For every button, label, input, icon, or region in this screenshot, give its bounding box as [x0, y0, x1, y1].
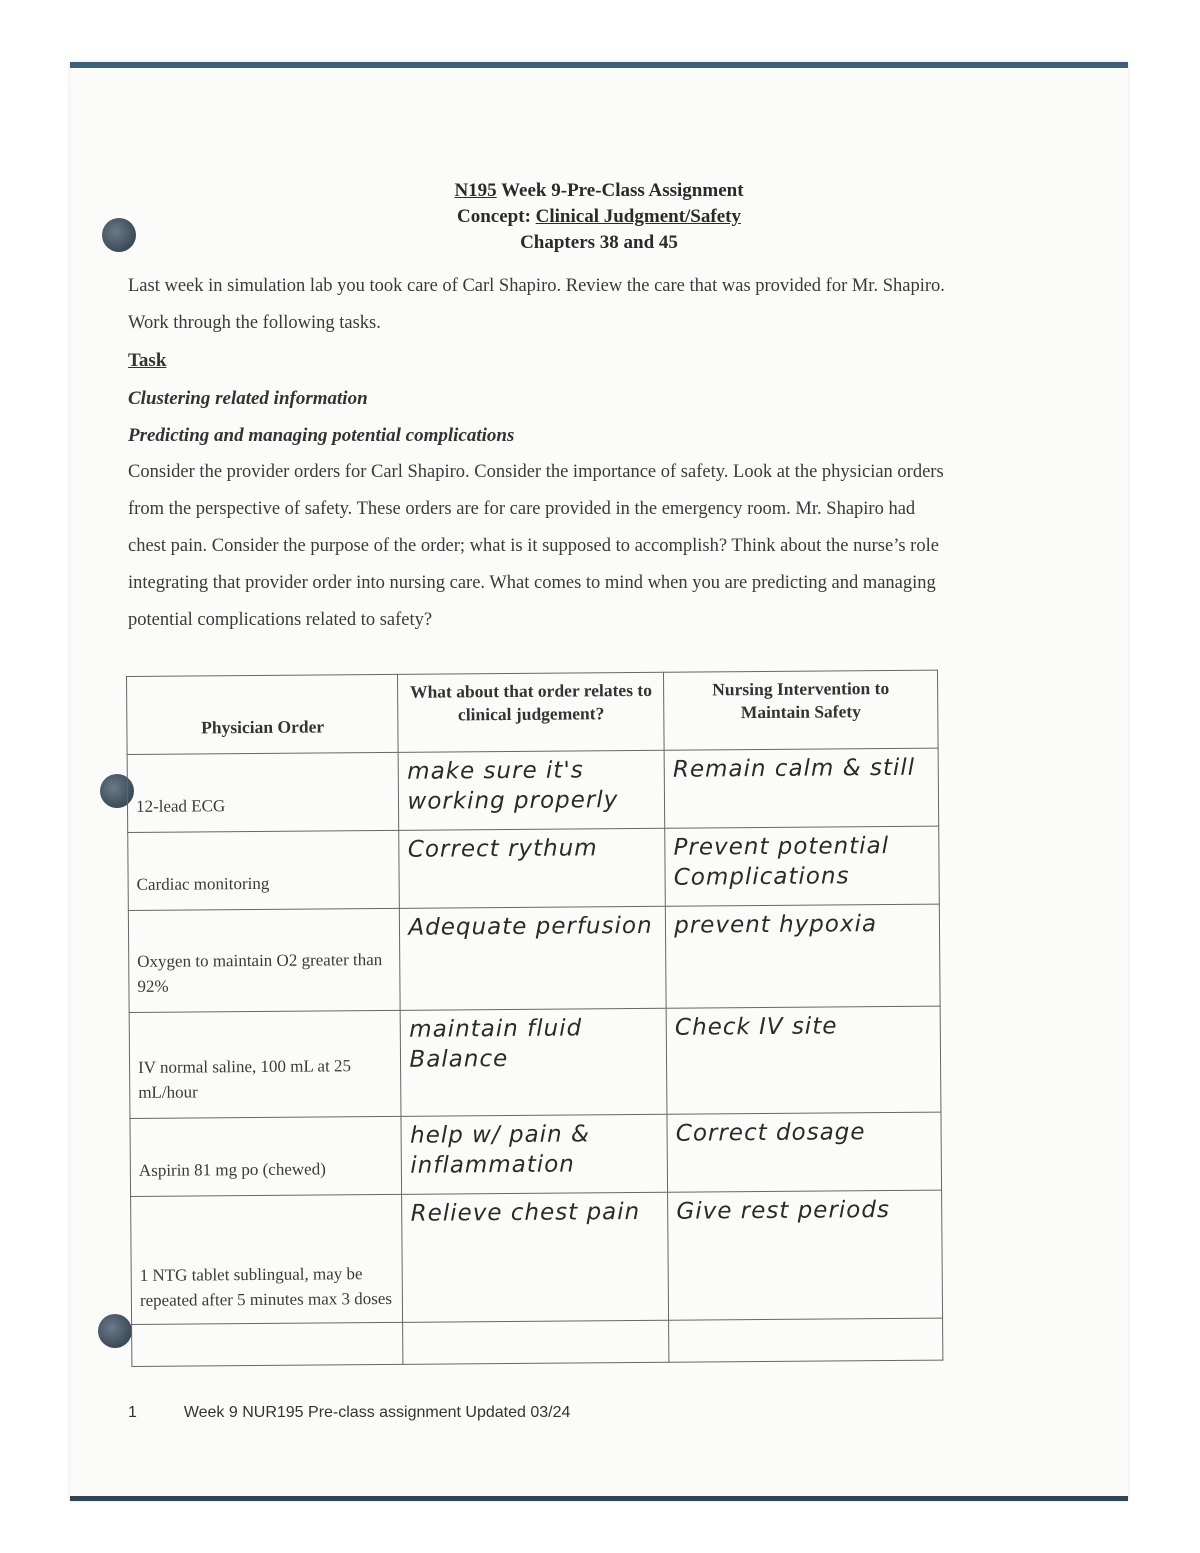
- order-cell: Cardiac monitoring: [136, 873, 270, 894]
- column-header-nursing-intervention: Nursing Intervention to Maintain Safety: [664, 670, 938, 750]
- table-row: [128, 904, 940, 1012]
- table-row: [129, 1006, 941, 1118]
- intervention-cell: Prevent potential Complications: [673, 833, 890, 891]
- order-cell: 12-lead ECG: [135, 796, 226, 816]
- judgement-cell: Relieve chest pain: [410, 1198, 641, 1227]
- judgement-cell: [404, 1321, 669, 1331]
- column-header-physician-order: Physician Order: [127, 674, 399, 754]
- punch-hole-bottom: [98, 1314, 132, 1348]
- order-cell: [132, 1323, 402, 1325]
- intervention-cell: prevent hypoxia: [674, 911, 878, 939]
- table-header-row: [127, 670, 939, 754]
- header-line-1: N195 Week 9-Pre-Class Assignment: [454, 180, 744, 201]
- document-page: [70, 62, 1128, 1501]
- header-line-3: Chapters 38 and 45: [520, 232, 678, 253]
- judgement-cell: help w/ pain & inflammation: [409, 1121, 590, 1179]
- judgement-cell: make sure it's working properly: [407, 757, 619, 815]
- table-row: [127, 748, 939, 832]
- order-cell: IV normal saline, 100 mL at 25 mL/hour: [137, 1056, 352, 1102]
- task-heading: Task: [128, 350, 167, 371]
- judgement-cell: Correct rythum: [407, 835, 598, 863]
- table-row: [131, 1190, 943, 1324]
- header-line-2: Concept: Clinical Judgment/Safety: [457, 206, 741, 227]
- table-row: [130, 1112, 942, 1196]
- physician-orders-table: [126, 670, 943, 1367]
- subheading-clustering: Clustering related information: [128, 388, 368, 409]
- page-number: 1: [128, 1404, 137, 1421]
- footer-text: Week 9 NUR195 Pre-class assignment Updated 03/24: [183, 1404, 571, 1421]
- order-cell: Oxygen to maintain O2 greater than 92%: [137, 949, 383, 996]
- intervention-cell: [669, 1319, 942, 1329]
- intervention-cell: Correct dosage: [675, 1119, 866, 1147]
- intervention-cell: Give rest periods: [676, 1197, 891, 1225]
- page-footer: [128, 1404, 574, 1422]
- judgement-cell: Adequate perfusion: [408, 912, 653, 941]
- order-cell: Aspirin 81 mg po (chewed): [138, 1159, 326, 1180]
- column-header-clinical-judgement: What about that order relates to clinical judgement?: [398, 672, 664, 752]
- document-header: [70, 178, 1128, 256]
- subheading-predicting: Predicting and managing potential complications: [128, 425, 515, 446]
- intervention-cell: Remain calm & still: [672, 754, 916, 783]
- table-row: [132, 1318, 943, 1366]
- order-cell: 1 NTG tablet sublingual, may be repeated after 5 minutes max 3 doses: [139, 1264, 393, 1310]
- intro-text: Last week in simulation lab you took care of Carl Shapiro. Review the care that was provided for Mr. Shapiro. Work through the following tasks.: [128, 276, 945, 333]
- table-row: [128, 826, 940, 910]
- intervention-cell: Check IV site: [674, 1013, 838, 1041]
- judgement-cell: maintain fluid Balance: [409, 1015, 583, 1073]
- instructions-paragraph: Consider the provider orders for Carl Shapiro. Consider the importance of safety. Look at the physician orders from the perspective of safety. These orders are for care provided in the emergency room. Mr. Shapiro had chest pain. Consider the purpose of the order; what is it supposed to accomplish? Think about the nurse’s role integrating that provider order into nursing care. What comes to mind when you are predicting and managing potential complications related to safety?: [128, 462, 944, 630]
